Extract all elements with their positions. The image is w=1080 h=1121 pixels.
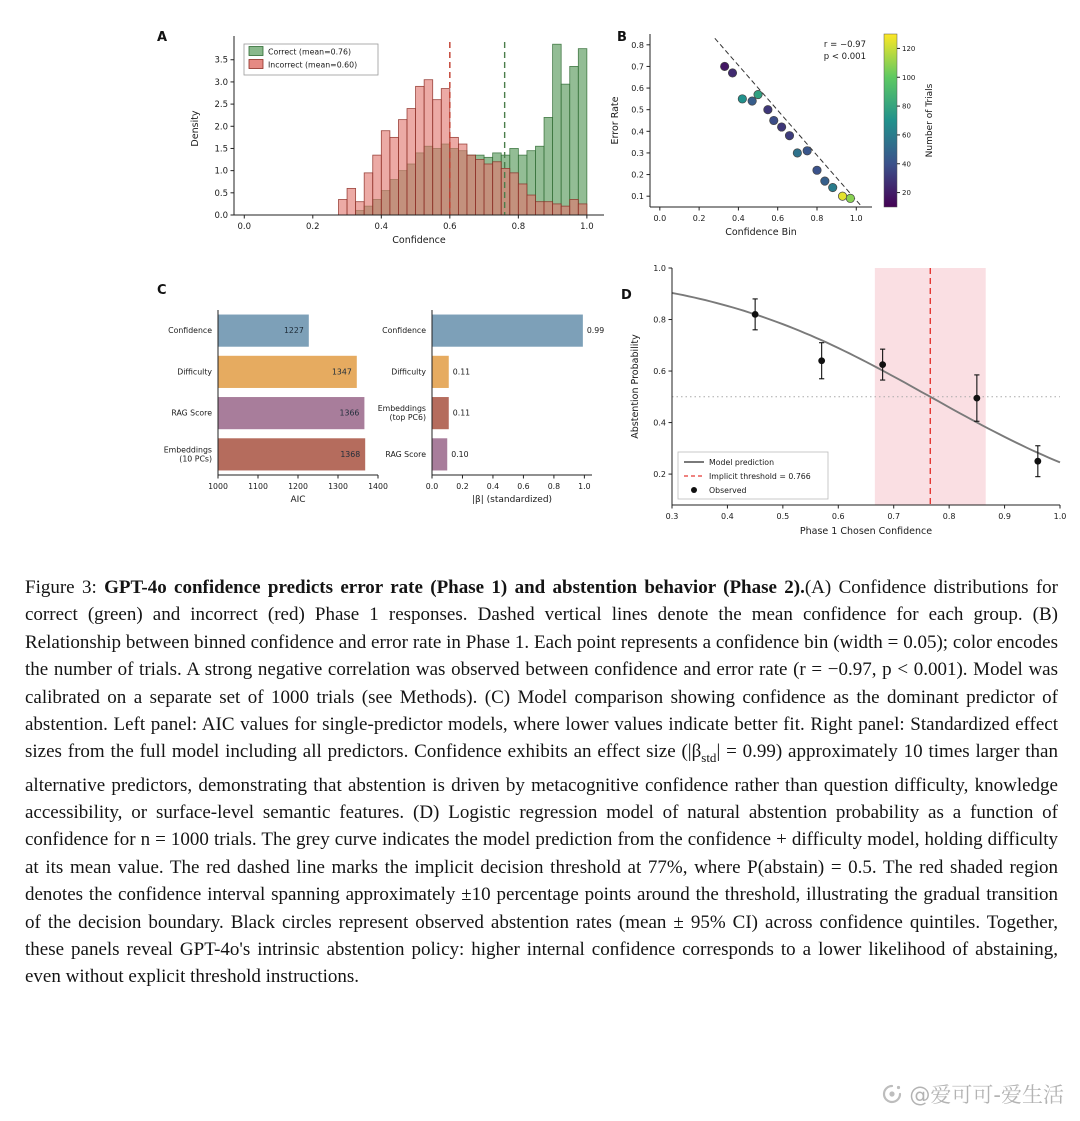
svg-text:2.5: 2.5 [214, 100, 228, 111]
svg-text:1.5: 1.5 [214, 144, 228, 155]
svg-text:0.2: 0.2 [306, 222, 320, 232]
svg-text:0.0: 0.0 [237, 222, 252, 232]
svg-text:0.4: 0.4 [732, 214, 745, 223]
panel-a-confidence-histogram [140, 18, 610, 266]
svg-text:Embeddings: Embeddings [163, 445, 212, 455]
svg-text:0.0: 0.0 [214, 211, 228, 221]
svg-text:1.0: 1.0 [214, 166, 228, 177]
svg-text:60: 60 [902, 131, 911, 140]
svg-text:120: 120 [902, 44, 916, 53]
svg-text:Correct (mean=0.76): Correct (mean=0.76) [268, 47, 352, 57]
svg-text:1.0: 1.0 [849, 214, 863, 223]
svg-text:0.8: 0.8 [631, 40, 644, 50]
svg-text:Error Rate: Error Rate [610, 96, 621, 145]
svg-text:0.2: 0.2 [456, 482, 469, 491]
svg-text:1300: 1300 [328, 482, 348, 491]
panel-d-abstention-logistic [605, 252, 1080, 552]
svg-text:1368: 1368 [340, 449, 361, 459]
svg-text:Model prediction: Model prediction [709, 458, 775, 467]
svg-text:0.0: 0.0 [653, 214, 667, 223]
svg-text:0.7: 0.7 [631, 62, 644, 72]
svg-text:0.4: 0.4 [374, 222, 389, 232]
svg-text:1100: 1100 [248, 482, 268, 491]
svg-text:1200: 1200 [288, 482, 308, 491]
svg-text:1000: 1000 [208, 482, 228, 491]
svg-text:Number of Trials: Number of Trials [925, 83, 935, 158]
svg-text:0.11: 0.11 [452, 408, 471, 418]
caption-body-part2: | = 0.99) approximately 10 times larger than alternative predictors, demonstrating that abstention is driven by metacognitive confidence rather than question difficulty, knowledge accessibility, or surface-level semantic features. (D) Logistic regression model of natural abstention probability as a function of confidence for n = 1000 trials. The grey curve indicates the model prediction from the confidence + difficulty model, holding difficulty at its mean value. The red dashed line marks the implicit decision threshold at 77%, where P(abstain) = 0.5. The red shaded region denotes the confidence interval spanning approximately ±10 percentage points around the threshold, illustrating the gradual transition of the decision boundary. Black circles represent observed abstention rates (mean ± 95% CI) across confidence quintiles. Together, these panels reveal GPT-4o's intrinsic abstention policy: higher internal confidence corresponds to a lower likelihood of abstaining, even without explicit threshold instructions. [25, 741, 1058, 988]
svg-text:0.3: 0.3 [631, 148, 644, 158]
panel-a-label: A [157, 30, 168, 45]
svg-text:0.7: 0.7 [887, 512, 901, 521]
svg-text:0.11: 0.11 [452, 367, 471, 377]
svg-text:0.6: 0.6 [771, 214, 785, 223]
svg-text:0.8: 0.8 [511, 222, 526, 232]
svg-text:0.4: 0.4 [721, 512, 734, 521]
panel-c-label: C [157, 283, 167, 298]
svg-text:0.5: 0.5 [214, 188, 228, 199]
svg-text:0.3: 0.3 [665, 512, 679, 521]
svg-text:40: 40 [902, 160, 911, 169]
svg-text:0.99: 0.99 [586, 326, 605, 336]
svg-text:Observed: Observed [709, 486, 747, 495]
svg-text:Implicit threshold = 0.766: Implicit threshold = 0.766 [709, 472, 811, 481]
svg-text:1347: 1347 [331, 367, 352, 377]
svg-text:Embeddings: Embeddings [377, 404, 426, 414]
panel-b-label: B [617, 30, 627, 45]
figure-caption [25, 574, 1058, 991]
svg-text:3.5: 3.5 [214, 55, 228, 66]
svg-text:0.6: 0.6 [517, 482, 530, 491]
svg-text:Difficulty: Difficulty [391, 367, 426, 377]
svg-text:1.0: 1.0 [1053, 512, 1067, 521]
svg-text:0.4: 0.4 [631, 127, 644, 137]
svg-text:0.2: 0.2 [631, 170, 644, 180]
svg-text:(10 PCs): (10 PCs) [179, 454, 212, 464]
svg-text:0.6: 0.6 [443, 222, 457, 232]
svg-text:0.9: 0.9 [998, 512, 1011, 521]
caption-body-part1: (A) Confidence distributions for correct (green) and incorrect (red) Phase 1 responses. Dashed vertical lines denote the mean confidence for each group. (B) Relationship between binned confidence and error rate in Phase 1. Each point represents a confidence bin (width = 0.05); color encodes the number of trials. A strong negative correlation was observed between confidence and error rate (r = −0.97, p < 0.001). Model was calibrated on a separate set of 1000 trials (see Methods). (C) Model comparison showing confidence as the dominant predictor of abstention. Left panel: AIC values for single-predictor models, where lower values indicate better fit. Right panel: Standardized effect sizes from the full model including all predictors. Confidence exhibits an effect size (|β [25, 577, 1058, 763]
weibo-watermark [880, 1079, 1064, 1109]
svg-text:Density: Density [190, 110, 201, 147]
svg-text:1.0: 1.0 [653, 264, 666, 273]
panel-b-errorrate-scatter [600, 12, 1080, 267]
svg-text:Difficulty: Difficulty [177, 367, 212, 377]
svg-text:Confidence Bin: Confidence Bin [725, 227, 797, 238]
svg-text:1400: 1400 [368, 482, 388, 491]
svg-text:Confidence: Confidence [382, 326, 426, 336]
svg-text:0.8: 0.8 [942, 512, 956, 521]
svg-text:1.0: 1.0 [580, 222, 594, 232]
watermark-text: @爱可可-爱生活 [909, 1083, 1064, 1107]
svg-text:0.8: 0.8 [653, 315, 666, 325]
svg-text:0.4: 0.4 [486, 482, 500, 491]
svg-text:2.0: 2.0 [214, 122, 228, 133]
svg-text:Abstention Probability: Abstention Probability [630, 334, 641, 439]
caption-beta-subscript: std [701, 750, 717, 766]
panel-c-model-comparison-bars [130, 270, 650, 520]
svg-text:Confidence: Confidence [168, 326, 212, 336]
svg-text:RAG Score: RAG Score [171, 408, 212, 418]
svg-text:0.2: 0.2 [653, 470, 666, 480]
svg-text:1366: 1366 [339, 408, 360, 418]
svg-text:20: 20 [902, 189, 911, 198]
svg-text:0.0: 0.0 [425, 482, 439, 491]
svg-text:3.0: 3.0 [214, 77, 228, 88]
svg-text:Incorrect (mean=0.60): Incorrect (mean=0.60) [268, 60, 358, 70]
svg-text:1227: 1227 [283, 326, 304, 336]
svg-text:AIC: AIC [290, 495, 306, 505]
svg-text:0.6: 0.6 [653, 367, 666, 377]
svg-text:0.5: 0.5 [631, 105, 644, 115]
svg-text:0.1: 0.1 [631, 192, 644, 202]
svg-text:|β| (standardized): |β| (standardized) [471, 495, 553, 505]
svg-text:RAG Score: RAG Score [385, 449, 426, 459]
caption-figure-label: Figure 3: [25, 577, 105, 598]
svg-text:Phase 1 Chosen Confidence: Phase 1 Chosen Confidence [799, 526, 933, 537]
svg-text:Confidence: Confidence [392, 235, 446, 246]
svg-text:80: 80 [902, 102, 911, 111]
svg-text:1.0: 1.0 [578, 482, 591, 491]
svg-text:0.10: 0.10 [451, 449, 469, 459]
svg-text:0.2: 0.2 [692, 214, 706, 223]
svg-text:r = −0.97: r = −0.97 [823, 40, 866, 50]
weibo-logo-icon [880, 1082, 904, 1106]
svg-text:0.5: 0.5 [776, 512, 790, 521]
svg-text:0.4: 0.4 [653, 418, 666, 428]
panel-d-label: D [621, 288, 632, 303]
svg-text:0.8: 0.8 [810, 214, 824, 223]
svg-text:0.6: 0.6 [631, 84, 644, 94]
svg-text:(top PC6): (top PC6) [389, 413, 426, 423]
svg-text:p < 0.001: p < 0.001 [823, 52, 866, 62]
svg-text:0.8: 0.8 [547, 482, 561, 491]
svg-text:100: 100 [902, 73, 916, 82]
svg-text:0.6: 0.6 [831, 512, 845, 521]
caption-title: GPT-4o confidence predicts error rate (Phase 1) and abstention behavior (Phase 2). [104, 577, 805, 598]
